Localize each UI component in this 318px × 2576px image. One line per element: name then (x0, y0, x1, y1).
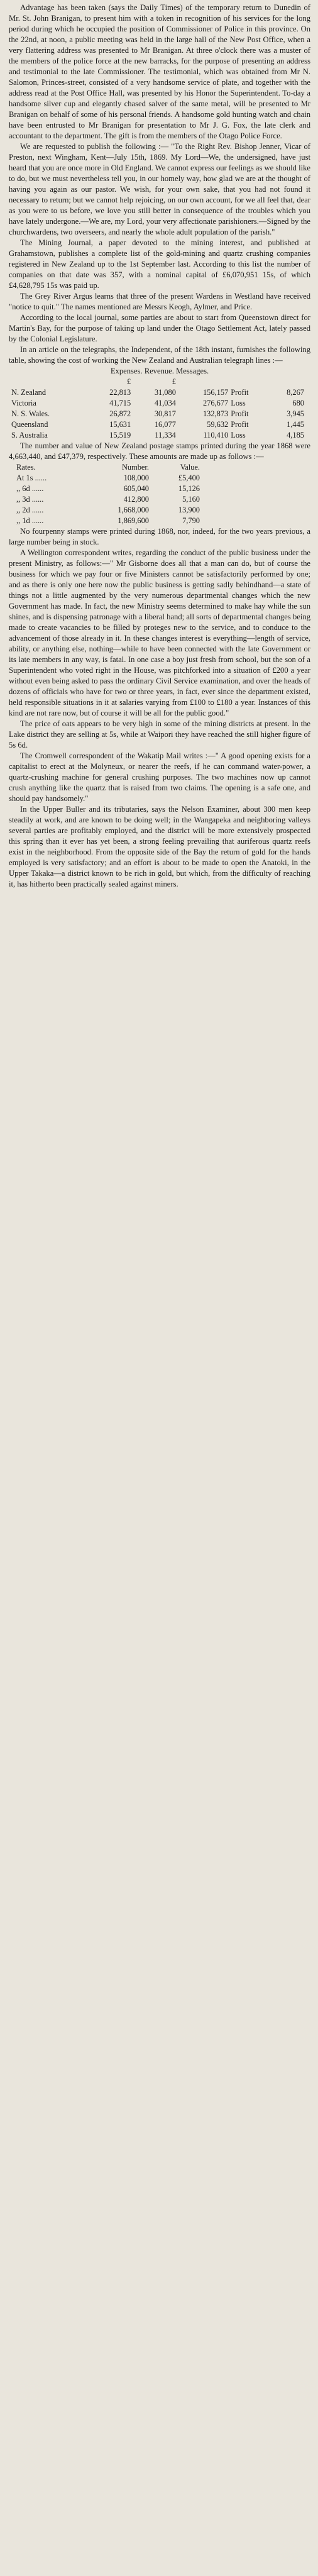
table-cell: 41,034 (154, 399, 176, 407)
table-cell: 11,334 (155, 431, 176, 439)
article-price-of-oats: The price of oats appears to be very high in some of the mining districts at present. In the Lake district they are selling at 5s, while at Waipori they have reached the still higher figure of 5s 6d. (9, 719, 310, 749)
table-row (14, 494, 202, 505)
table-row (10, 398, 305, 409)
table-cell: 5,160 (182, 495, 200, 504)
table-cell: 3,945 (287, 409, 304, 418)
table-cell: 30,817 (154, 409, 176, 418)
table-cell: 7,790 (182, 516, 200, 525)
article-fourpenny-stamps: No fourpenny stamps were printed during 1868, nor, indeed, for the two years previous, a large number being in stock. (9, 527, 310, 546)
currency-symbol: £ (127, 377, 131, 386)
table-cell: £5,400 (178, 473, 200, 482)
table-cell: At 1s ...... (16, 473, 47, 482)
article-wellington-correspondent: A Wellington correspondent writes, regarding the conduct of the public business under the present Ministry, as follows:—" Mr Gisborne does all that a man can do, but of course the business for which we pay four or five Ministers cannot be satisfactorily performed by one; and as there is only one here now the public business is getting sadly behindhand—a state of things not a little augmented by the very numerous departmental changes which the new Government has made. In fact, the new Ministry seems determined to make hay while the sun shines, and is dispensing patronage with a liberal hand; all sorts of departmental changes being made to create vacancies to be filled by proteges new to the service, and to conduce to the advancement of those already in it. In these changes interest is everything—length of service, ability, or anything else, nothing—while to have been connected with the late Government or its late members in any way, is fatal. In one case a boy just fresh from school, but the son of a Superintendent who voted right in the House, was pitchforked into a situation of £200 a year without even being asked to pass the ordinary Civil Service examination, and over the heads of dozens of officials who have for two or three years, in fact, ever since the department existed, held responsible situations in it at salaries varying from £100 to £180 a year. Instances of this kind are not rare now, but of course it will be all for the public good." (9, 548, 310, 717)
stamps-table (14, 462, 202, 526)
table-cell: Profit (231, 409, 249, 418)
table-cell: Profit (231, 420, 249, 429)
telegraph-table-title: Expenses. Revenue. Messages. (110, 367, 209, 375)
table-cell: 4,185 (287, 431, 304, 439)
table-cell: 1,445 (287, 420, 304, 429)
table-cell: 22,813 (109, 388, 131, 397)
currency-symbol: £ (172, 377, 176, 386)
table-cell: ,, 6d ...... (16, 484, 44, 493)
table-cell: 15,126 (178, 484, 200, 493)
column-header: Rates. (16, 463, 36, 472)
table-row (10, 387, 305, 398)
table-cell: N. S. Wales. (11, 409, 50, 418)
article-postage-stamps: The number and value of New Zealand postage stamps printed during the year 1868 were 4,663,440, and £47,379, respectively. These amounts are made up as follows :— (9, 441, 310, 461)
table-cell: 276,677 (202, 399, 229, 407)
table-cell: 680 (292, 399, 304, 407)
table-cell: ,, 1d ...... (16, 516, 44, 525)
table-cell: 26,872 (109, 409, 131, 418)
table-cell: 41,715 (109, 399, 131, 407)
table-cell: ,, 3d ...... (16, 495, 44, 504)
table-row (14, 484, 202, 494)
table-header-row (14, 462, 202, 473)
table-cell: 1,668,000 (118, 506, 149, 514)
table-cell: 31,080 (154, 388, 176, 397)
article-mining-journal: The Mining Journal, a paper devoted to the mining interest, and published at Grahamstown, publishes a complete list of the gold-mining and quartz crushing companies registered in New Zealand up to the 1st September last. According to this list the number of companies on that date was 357, with a nominal capital of £6,070,951 15s, of which £4,628,795 15s was paid up. (9, 238, 310, 290)
table-row (10, 409, 305, 419)
article-upper-buller: In the Upper Buller and its tributaries, says the Nelson Examiner, about 300 men keep steadily at work, and are known to be doing well; in the Wangapeka and neighboring valleys several parties are profitably employed, and the district will be more extensively prospected this spring than it ever has yet been, a strong feeling prevailing that auriferous quartz reefs exist in the neighborhood. From the opposite side of the Bay the return of gold for the hands employed is very satisfactory; and an effort is about to be made to open the Anatoki, in the Upper Takaka—a district known to be rich in gold, but which, from the difficulty of reaching it, has hitherto been practically sealed against miners. (9, 805, 310, 888)
newspaper-column (0, 0, 318, 896)
table-cell: 15,631 (109, 420, 131, 429)
article-grey-river-argus: The Grey River Argus learns that three of the present Wardens in Westland have received "notice to quit." The names mentioned are Messrs Keogh, Aylmer, and Price. (9, 292, 310, 311)
table-row (10, 419, 305, 430)
table-cell: 605,040 (123, 484, 149, 493)
telegraph-table (10, 377, 305, 441)
table-cell: 110,410 (203, 431, 229, 439)
column-header: Value. (180, 463, 200, 472)
table-cell: 108,000 (123, 473, 149, 482)
table-cell: S. Australia (11, 431, 48, 439)
table-cell: 15,519 (109, 431, 131, 439)
table-cell: ,, 2d ...... (16, 506, 44, 514)
article-martins-bay: According to the local journal, some parties are about to start from Queenstown direct for Martin's Bay, for the purpose of taking up land under the Otago Settlement Act, lately passed by the Colonial Legislature. (9, 313, 310, 343)
telegraph-currency-row (10, 377, 305, 387)
table-cell: N. Zealand (11, 388, 47, 397)
column-header: Number. (121, 463, 149, 472)
table-row (10, 430, 305, 441)
table-cell: 1,869,600 (118, 516, 149, 525)
table-cell: 8,267 (287, 388, 304, 397)
table-cell: 13,900 (178, 506, 200, 514)
table-cell: Queensland (11, 420, 48, 429)
table-cell: Loss (231, 431, 246, 439)
table-cell: 156,157 (202, 388, 229, 397)
table-cell: Victoria (11, 399, 36, 407)
table-cell: 16,077 (154, 420, 176, 429)
table-row (14, 516, 202, 526)
article-branigan: Advantage has been taken (says the Daily Times) of the temporary return to Dunedin of Mr. St. John Branigan, to present him with a token in recognition of his services for the long period during which he occupied the position of Commissioner of Police in this province. On the 22nd, at noon, a public meeting was held in the large hall of the New Post Office, when a very flattering address was presented to Mr Branigan. At three o'clock there was a muster of the members of the police force at the new barracks, for the purpose of presenting an address and testimonial to the late Commissioner. The testimonial, which was obtained from Mr N. Salomon, Princes-street, consisted of a very handsome service of plate, and together with the address read at the Post Office Hall, was presented by his Honor the Superintendent. To-day a handsome silver cup and elegantly chased salver of the same metal, will be presented to Mr Branigan on behalf of some of his personal friends. A handsome gold hunting watch and chain have been entrusted to Mr Branigan for presentation to Mr J. G. Fox, the late clerk and accountant to the department. The gift is from the members of the Otago Police Force. (9, 3, 310, 140)
table-cell: 59,632 (207, 420, 229, 429)
table-row (14, 473, 202, 484)
table-cell: 412,800 (123, 495, 149, 504)
table-cell: 132,873 (202, 409, 229, 418)
table-row (14, 505, 202, 516)
table-cell: Loss (231, 399, 246, 407)
article-telegraphs: In an article on the telegraphs, the Independent, of the 18th instant, furnishes the following table, showing the cost of working the New Zealand and Australian telegraph lines :— (9, 345, 310, 365)
table-cell: Profit (231, 388, 249, 397)
article-cromwell-correspondent: The Cromwell correspondent of the Wakatip Mail writes :—" A good opening exists for a capitalist to erect at the Molyneux, or nearer the reefs, if he can command water-power, a quartz-crushing machine for general crushing purposes. The two machines now up cannot crush anything like the quartz that is raised from two claims. The opening is a safe one, and should pay handsomely." (9, 751, 310, 803)
article-bishop-jenner: We are requested to publish the following :— "To the Right Rev. Bishop Jenner, Vicar of Preston, next Wingham, Kent—July 15th, 1869. My Lord—We, the undersigned, have just heard that you are once more in Old England. We cannot express our feelings as we should like to do, but we must nevertheless tell you, in our homely way, how glad we are at the thought of having you again as our pastor. We wish, for your own sake, that you had not found it necessary to return; but we cannot help rejoicing, on our own account, for we all feel that, dear as you were to us before, we love you still better in consequence of the troubles which you have lately undergone.—We are, my Lord, your very affectionate parishioners.—Signed by the churchwardens, two overseers, and nearly the whole adult population of the parish." (9, 142, 310, 236)
